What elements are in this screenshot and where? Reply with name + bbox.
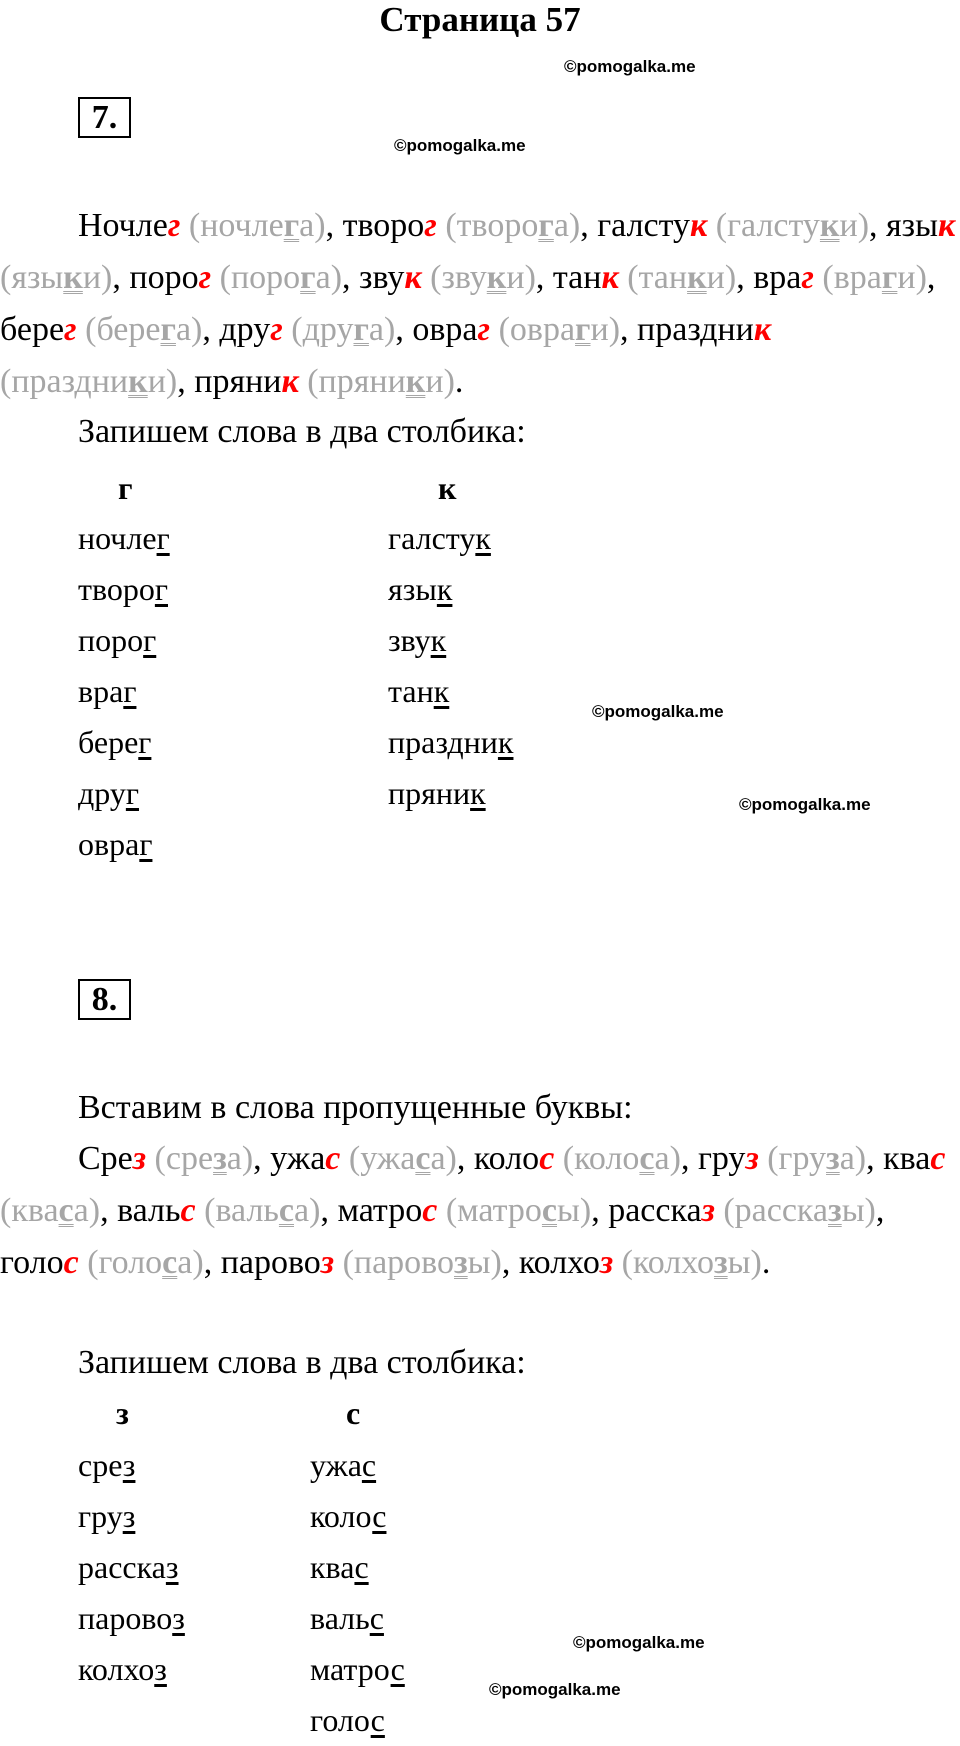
separator: , bbox=[320, 1192, 338, 1229]
watermark: ©pomogalka.me bbox=[592, 702, 724, 721]
check-word-post: и bbox=[425, 363, 444, 400]
check-word: (груза) bbox=[767, 1140, 867, 1177]
column-word-letter: к bbox=[497, 724, 514, 760]
inserted-letter: к bbox=[937, 207, 956, 244]
inserted-letter: к bbox=[753, 311, 772, 348]
separator: , bbox=[869, 207, 887, 244]
check-word-post: и bbox=[147, 363, 166, 400]
column-word-letter: с bbox=[390, 1651, 405, 1687]
check-word: (враги) bbox=[822, 259, 927, 296]
check-word-letter: с bbox=[278, 1192, 295, 1229]
word-entry bbox=[0, 311, 77, 348]
column-word bbox=[310, 1491, 405, 1542]
column-word-stem: галсту bbox=[388, 520, 476, 556]
check-word-letter: г bbox=[300, 259, 316, 296]
check-word-letter: з bbox=[213, 1140, 227, 1177]
exercise-7-number: 7. bbox=[78, 97, 131, 138]
word-entry bbox=[608, 1192, 715, 1229]
check-word-letter: к bbox=[687, 259, 707, 296]
word-entry bbox=[337, 1192, 437, 1229]
word-stem: пряни bbox=[194, 363, 282, 400]
word-entry bbox=[343, 207, 437, 244]
exercise-8-column-1 bbox=[78, 1440, 185, 1695]
exercise-7-text bbox=[0, 200, 960, 408]
column-word-stem: гру bbox=[78, 1498, 123, 1534]
word-stem: бере bbox=[0, 311, 65, 348]
word-stem: творо bbox=[342, 207, 425, 244]
column-word-stem: расска bbox=[78, 1549, 166, 1585]
check-word: (ужаса) bbox=[348, 1140, 457, 1177]
separator: , bbox=[456, 1140, 474, 1177]
column-word-letter: г bbox=[123, 673, 137, 709]
check-word: (звуки) bbox=[430, 259, 536, 296]
separator: , bbox=[866, 1140, 884, 1177]
column-word bbox=[78, 1644, 185, 1695]
column-word bbox=[310, 1593, 405, 1644]
check-word-post: а bbox=[430, 1140, 446, 1177]
separator: , bbox=[100, 1192, 118, 1229]
check-word-letter: з bbox=[713, 1244, 728, 1281]
column-word-stem: голо bbox=[310, 1702, 371, 1738]
check-word-pre: голо bbox=[98, 1244, 163, 1281]
column-word-stem: тан bbox=[388, 673, 434, 709]
column-word-stem: дру bbox=[78, 775, 126, 811]
inserted-letter: з bbox=[701, 1192, 715, 1229]
word-entry bbox=[78, 1140, 146, 1177]
exercise-7-col2-heading: к bbox=[438, 470, 457, 506]
column-word-letter: к bbox=[475, 520, 491, 556]
check-word: (вальса) bbox=[204, 1192, 321, 1229]
check-word-letter: з bbox=[826, 1140, 840, 1177]
check-word: (пряники) bbox=[307, 363, 455, 400]
check-word-letter: з bbox=[454, 1244, 468, 1281]
separator: , bbox=[926, 259, 936, 296]
column-word-letter: з bbox=[122, 1498, 136, 1534]
check-word-letter: с bbox=[58, 1192, 74, 1229]
column-word bbox=[388, 615, 513, 666]
inserted-letter: з bbox=[599, 1244, 614, 1281]
separator: , bbox=[253, 1140, 271, 1177]
column-word-stem: бере bbox=[78, 724, 139, 760]
check-word-pre: бере bbox=[96, 311, 161, 348]
check-word-post: а bbox=[226, 1140, 242, 1177]
separator: , bbox=[202, 311, 220, 348]
word-stem: тан bbox=[552, 259, 602, 296]
column-word-stem: пряни bbox=[388, 775, 471, 811]
column-word-stem: поро bbox=[78, 622, 144, 658]
word-stem: вра bbox=[753, 259, 802, 296]
column-word bbox=[78, 615, 170, 666]
check-word: (овраги) bbox=[498, 311, 621, 348]
check-word-letter: к bbox=[819, 207, 840, 244]
word-entry bbox=[129, 259, 211, 296]
inserted-letter: з bbox=[132, 1140, 147, 1177]
column-word-letter: к bbox=[470, 775, 486, 811]
column-word-letter: г bbox=[156, 520, 170, 556]
check-word-pre: галсту bbox=[727, 207, 820, 244]
column-word bbox=[310, 1542, 405, 1593]
inserted-letter: к bbox=[281, 363, 299, 400]
word-entry bbox=[519, 1244, 613, 1281]
check-word-pre: матро bbox=[457, 1192, 542, 1229]
check-word-letter: с bbox=[162, 1244, 178, 1281]
exercise-8-columns-intro: Запишем слова в два столбика: bbox=[78, 1344, 526, 1381]
check-word-post: а bbox=[368, 311, 385, 348]
check-word-pre: язы bbox=[11, 259, 64, 296]
column-word-letter: з bbox=[172, 1600, 185, 1636]
word-stem: галсту bbox=[597, 207, 691, 244]
exercise-7-columns-intro: Запишем слова в два столбика: bbox=[78, 413, 526, 450]
check-word-pre: пряни bbox=[318, 363, 406, 400]
inserted-letter: з bbox=[745, 1140, 759, 1177]
column-word bbox=[78, 564, 170, 615]
column-word bbox=[78, 1491, 185, 1542]
column-word-letter: к bbox=[436, 571, 453, 607]
check-word-post: а bbox=[553, 207, 569, 244]
column-word-stem: овра bbox=[78, 826, 140, 862]
inserted-letter: к bbox=[404, 259, 422, 296]
check-word-pre: парово bbox=[353, 1244, 454, 1281]
inserted-letter: г bbox=[424, 207, 437, 244]
check-word-post: и bbox=[590, 311, 609, 348]
check-word-post: а bbox=[175, 311, 192, 348]
column-word-stem: валь bbox=[310, 1600, 370, 1636]
column-word bbox=[388, 513, 513, 564]
exercise-8-col2-heading: с bbox=[346, 1395, 361, 1431]
column-word bbox=[78, 819, 170, 870]
check-word-letter: к bbox=[486, 259, 507, 296]
check-word-post: а bbox=[294, 1192, 310, 1229]
check-word-post: а bbox=[299, 207, 315, 244]
inserted-letter: с bbox=[422, 1192, 438, 1229]
separator: , bbox=[342, 259, 360, 296]
separator: , bbox=[325, 207, 343, 244]
word-entry bbox=[0, 1244, 79, 1281]
column-word-stem: зву bbox=[388, 622, 431, 658]
check-word-pre: гру bbox=[778, 1140, 827, 1177]
check-word-pre: творо bbox=[456, 207, 539, 244]
column-word bbox=[388, 717, 513, 768]
word-entry bbox=[883, 1140, 945, 1177]
check-word: (танки) bbox=[627, 259, 737, 296]
word-entry bbox=[78, 207, 180, 244]
check-word-pre: коло bbox=[574, 1140, 640, 1177]
check-word-pre: валь bbox=[215, 1192, 279, 1229]
column-word-letter: г bbox=[138, 724, 152, 760]
check-word: (творога) bbox=[445, 207, 581, 244]
separator: , bbox=[501, 1244, 519, 1281]
inserted-letter: г bbox=[477, 311, 491, 348]
page-title: Страница 57 bbox=[379, 0, 581, 39]
check-word: (галстуки) bbox=[715, 207, 870, 244]
check-word-letter: г bbox=[538, 207, 554, 244]
check-word-pre: колхо bbox=[632, 1244, 714, 1281]
inserted-letter: с bbox=[63, 1244, 79, 1281]
column-word bbox=[78, 1542, 185, 1593]
column-word bbox=[388, 564, 513, 615]
check-word: (берега) bbox=[85, 311, 203, 348]
column-word-stem: язы bbox=[388, 571, 437, 607]
column-word-stem: колхо bbox=[78, 1651, 155, 1687]
separator: , bbox=[395, 311, 413, 348]
word-entry bbox=[753, 259, 814, 296]
check-word: (матросы) bbox=[445, 1192, 592, 1229]
inserted-letter: г bbox=[64, 311, 77, 348]
column-word-stem: ночле bbox=[78, 520, 157, 556]
check-word-pre: овра bbox=[509, 311, 576, 348]
word-entry bbox=[597, 207, 707, 244]
check-word-post: а bbox=[839, 1140, 855, 1177]
word-stem: коло bbox=[473, 1140, 540, 1177]
column-word-stem: сре bbox=[78, 1447, 123, 1483]
column-word-letter: з bbox=[165, 1549, 179, 1585]
word-stem: валь bbox=[117, 1192, 181, 1229]
exercise-7-col1-heading: г bbox=[118, 470, 133, 506]
exercise-8-text bbox=[0, 1133, 960, 1289]
inserted-letter: г bbox=[167, 207, 181, 244]
column-word bbox=[310, 1440, 405, 1491]
separator: . bbox=[761, 1244, 771, 1281]
column-word-stem: коло bbox=[310, 1498, 373, 1534]
check-word: (голоса) bbox=[87, 1244, 204, 1281]
word-stem: ква bbox=[883, 1140, 931, 1177]
check-word: (среза) bbox=[154, 1140, 254, 1177]
column-word-letter: с bbox=[361, 1447, 377, 1483]
word-entry bbox=[194, 363, 298, 400]
word-stem: колхо bbox=[518, 1244, 600, 1281]
exercise-8-intro: Вставим в слова пропущенные буквы: bbox=[78, 1089, 633, 1126]
inserted-letter: с bbox=[930, 1140, 946, 1177]
check-word: (колоса) bbox=[562, 1140, 681, 1177]
inserted-letter: к bbox=[690, 207, 708, 244]
column-word bbox=[78, 1440, 185, 1491]
word-entry bbox=[117, 1192, 196, 1229]
separator: , bbox=[591, 1192, 609, 1229]
check-word-post: и bbox=[706, 259, 725, 296]
column-word-stem: творо bbox=[78, 571, 155, 607]
column-word-letter: г bbox=[143, 622, 157, 658]
check-word-letter: к bbox=[63, 259, 83, 296]
check-word-letter: г bbox=[353, 311, 369, 348]
column-word-letter: с bbox=[354, 1549, 369, 1585]
separator: . bbox=[454, 363, 464, 400]
column-word-letter: г bbox=[125, 775, 139, 811]
word-entry bbox=[412, 311, 490, 348]
exercise-7-column-1 bbox=[78, 513, 170, 870]
column-word-letter: з bbox=[122, 1447, 136, 1483]
inserted-letter: с bbox=[539, 1140, 555, 1177]
word-stem: зву bbox=[359, 259, 405, 296]
check-word-letter: з bbox=[828, 1192, 842, 1229]
word-entry bbox=[359, 259, 422, 296]
column-word-letter: г bbox=[154, 571, 168, 607]
check-word-pre: ква bbox=[11, 1192, 59, 1229]
check-word-post: и bbox=[82, 259, 102, 296]
column-word bbox=[78, 768, 170, 819]
word-stem: язы bbox=[886, 207, 938, 244]
word-entry bbox=[886, 207, 955, 244]
column-word-stem: ужа bbox=[310, 1447, 362, 1483]
word-stem: поро bbox=[129, 259, 199, 296]
word-stem: Ночле bbox=[78, 207, 168, 244]
check-word-post: и bbox=[839, 207, 858, 244]
check-word-post: а bbox=[315, 259, 331, 296]
watermark: ©pomogalka.me bbox=[489, 1680, 621, 1699]
word-stem: голо bbox=[0, 1244, 64, 1281]
check-word-pre: праздни bbox=[11, 363, 129, 400]
word-entry bbox=[221, 1244, 334, 1281]
word-stem: расска bbox=[608, 1192, 702, 1229]
inserted-letter: г bbox=[801, 259, 814, 296]
watermark: ©pomogalka.me bbox=[739, 795, 871, 814]
check-word-letter: г bbox=[160, 311, 176, 348]
column-word-letter: г bbox=[139, 826, 153, 862]
check-word-pre: сре bbox=[165, 1140, 214, 1177]
inserted-letter: с bbox=[325, 1140, 341, 1177]
check-word-pre: зву bbox=[441, 259, 487, 296]
check-word-post: ы bbox=[727, 1244, 751, 1281]
column-word bbox=[310, 1644, 405, 1695]
check-word-pre: дру bbox=[302, 311, 354, 348]
check-word-post: и bbox=[897, 259, 916, 296]
check-word-post: ы bbox=[467, 1244, 491, 1281]
separator: , bbox=[875, 1192, 885, 1229]
separator: , bbox=[203, 1244, 221, 1281]
column-word-stem: праздни bbox=[388, 724, 498, 760]
check-word-letter: г bbox=[881, 259, 898, 296]
word-stem: праздни bbox=[637, 311, 754, 348]
word-entry bbox=[698, 1140, 759, 1177]
inserted-letter: с bbox=[180, 1192, 196, 1229]
check-word: (друга) bbox=[291, 311, 396, 348]
check-word-pre: расска bbox=[734, 1192, 829, 1229]
check-word: (колхозы) bbox=[621, 1244, 762, 1281]
exercise-8-number: 8. bbox=[78, 979, 131, 1020]
check-word: (порога) bbox=[219, 259, 343, 296]
exercise-8-column-2 bbox=[310, 1440, 405, 1746]
check-word-post: а bbox=[73, 1192, 89, 1229]
word-stem: Сре bbox=[78, 1140, 133, 1177]
separator: , bbox=[535, 259, 553, 296]
word-entry bbox=[637, 311, 771, 348]
column-word-letter: з bbox=[154, 1651, 167, 1687]
word-entry bbox=[553, 259, 619, 296]
check-word-post: а bbox=[177, 1244, 193, 1281]
check-word: (ночлега) bbox=[188, 207, 326, 244]
separator: , bbox=[680, 1140, 698, 1177]
column-word-letter: с bbox=[369, 1600, 384, 1636]
column-word-stem: вра bbox=[78, 673, 124, 709]
column-word-letter: к bbox=[430, 622, 447, 658]
check-word-pre: ужа bbox=[360, 1140, 416, 1177]
word-stem: парово bbox=[220, 1244, 321, 1281]
separator: , bbox=[620, 311, 638, 348]
word-stem: гру bbox=[697, 1140, 746, 1177]
column-word bbox=[78, 666, 170, 717]
check-word: (языки) bbox=[0, 259, 113, 296]
check-word: (праздники) bbox=[0, 363, 178, 400]
separator: , bbox=[177, 363, 195, 400]
watermark: ©pomogalka.me bbox=[394, 136, 526, 155]
check-word-post: ы bbox=[557, 1192, 580, 1229]
column-word-stem: ква bbox=[310, 1549, 355, 1585]
check-word-post: и bbox=[506, 259, 525, 296]
check-word: (паровозы) bbox=[342, 1244, 502, 1281]
column-word-stem: матро bbox=[310, 1651, 391, 1687]
column-word-letter: с bbox=[370, 1702, 385, 1738]
check-word-letter: г bbox=[575, 311, 591, 348]
column-word bbox=[388, 666, 513, 717]
column-word bbox=[78, 513, 170, 564]
check-word-letter: г bbox=[283, 207, 300, 244]
column-word bbox=[78, 717, 170, 768]
check-word-pre: вра bbox=[833, 259, 882, 296]
check-word-pre: тан bbox=[638, 259, 688, 296]
word-entry bbox=[474, 1140, 554, 1177]
check-word-letter: к bbox=[128, 363, 148, 400]
inserted-letter: г bbox=[270, 311, 283, 348]
column-word-stem: парово bbox=[78, 1600, 173, 1636]
watermark: ©pomogalka.me bbox=[573, 1633, 705, 1652]
check-word-letter: с bbox=[415, 1140, 431, 1177]
exercise-8-col1-heading: з bbox=[116, 1395, 129, 1431]
word-stem: дру bbox=[219, 311, 271, 348]
word-stem: ужа bbox=[270, 1140, 326, 1177]
word-stem: матро bbox=[337, 1192, 423, 1229]
check-word-letter: к bbox=[405, 363, 426, 400]
check-word-post: ы bbox=[841, 1192, 865, 1229]
separator: , bbox=[580, 207, 598, 244]
column-word bbox=[388, 768, 513, 819]
check-word: (кваса) bbox=[0, 1192, 101, 1229]
check-word-letter: с bbox=[541, 1192, 558, 1229]
check-word-pre: ночле bbox=[200, 207, 284, 244]
exercise-7-column-2 bbox=[388, 513, 513, 819]
separator: , bbox=[736, 259, 754, 296]
inserted-letter: з bbox=[320, 1244, 335, 1281]
column-word-letter: к bbox=[433, 673, 450, 709]
check-word-letter: с bbox=[639, 1140, 655, 1177]
check-word-pre: поро bbox=[230, 259, 301, 296]
watermark: ©pomogalka.me bbox=[564, 57, 696, 76]
column-word-letter: с bbox=[372, 1498, 387, 1534]
check-word-post: а bbox=[654, 1140, 670, 1177]
word-entry bbox=[270, 1140, 340, 1177]
inserted-letter: г bbox=[198, 259, 212, 296]
column-word bbox=[310, 1695, 405, 1746]
word-stem: овра bbox=[412, 311, 478, 348]
check-word: (рассказы) bbox=[723, 1192, 876, 1229]
inserted-letter: к bbox=[601, 259, 619, 296]
separator: , bbox=[112, 259, 130, 296]
word-entry bbox=[219, 311, 282, 348]
column-word bbox=[78, 1593, 185, 1644]
